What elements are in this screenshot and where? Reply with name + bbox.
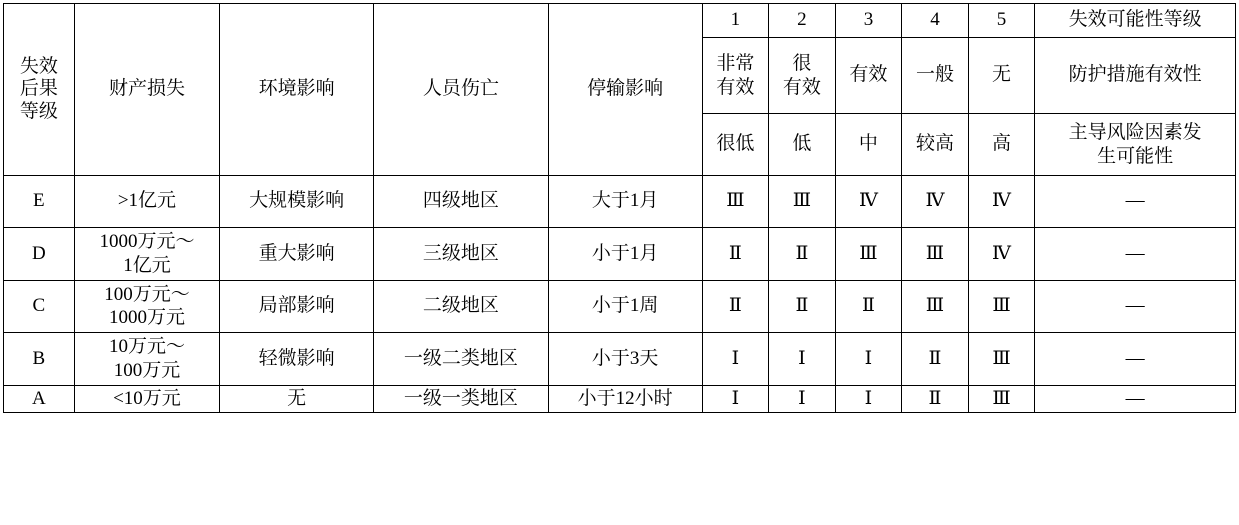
row-e-property-loss-line-1: >1亿元 [117,190,177,212]
row-d-property-loss [74,228,220,281]
header-grade-line-3: 等级 [19,100,58,122]
row-b-value-5: Ⅲ [968,333,1035,386]
row-d-value-5: Ⅳ [968,228,1035,281]
row-e-value-3: Ⅳ [835,176,902,228]
row-b-value-4: Ⅱ [902,333,969,386]
header-number-2: 2 [769,4,836,38]
row-c-shutdown: 小于1周 [548,280,702,333]
header-grade-line-1: 失效 [19,55,58,77]
row-b-value-2: Ⅰ [769,333,836,386]
table-row [4,333,1236,386]
row-b-last: — [1035,333,1236,386]
row-c-value-2: Ⅱ [769,280,836,333]
header-effectiveness-4: 一般 [902,38,969,114]
header-effectiveness-2-line-1: 很 [792,52,812,74]
header-probability-2: 低 [769,114,836,176]
header-failure-consequence-grade [4,4,75,176]
row-grade-b: B [4,333,75,386]
row-a-property-loss-line-1: <10万元 [113,387,181,409]
row-c-value-3: Ⅱ [835,280,902,333]
header-environment-impact: 环境影响 [220,4,374,176]
header-probability-4: 较高 [902,114,969,176]
header-number-3: 3 [835,4,902,38]
table-row [4,385,1236,412]
row-e-casualty: 四级地区 [374,176,549,228]
header-effectiveness-1 [702,38,769,114]
row-d-shutdown: 小于1月 [548,228,702,281]
header-probability-1: 很低 [702,114,769,176]
row-c-property-loss-line-2: 1000万元 [108,307,185,329]
header-dominant-risk-line-1: 主导风险因素发 [1068,121,1202,143]
row-c-value-5: Ⅲ [968,280,1035,333]
header-row-numbers [4,4,1236,38]
row-b-shutdown: 小于3天 [548,333,702,386]
row-b-property-loss [74,333,220,386]
row-grade-d: D [4,228,75,281]
row-d-value-1: Ⅱ [702,228,769,281]
row-a-value-5: Ⅲ [968,385,1035,412]
row-d-last: — [1035,228,1236,281]
row-b-value-1: Ⅰ [702,333,769,386]
header-number-1: 1 [702,4,769,38]
risk-matrix-sheet [0,3,1239,525]
row-d-value-2: Ⅱ [769,228,836,281]
table-body [4,176,1236,413]
row-a-property-loss [74,385,220,412]
row-grade-c: C [4,280,75,333]
row-a-value-1: Ⅰ [702,385,769,412]
row-a-last: — [1035,385,1236,412]
row-d-property-loss-line-2: 1亿元 [123,254,171,276]
row-e-value-2: Ⅲ [769,176,836,228]
row-grade-a: A [4,385,75,412]
row-c-value-4: Ⅲ [902,280,969,333]
row-e-property-loss [74,176,220,228]
header-shutdown-impact: 停输影响 [548,4,702,176]
row-c-environment: 局部影响 [220,280,374,333]
row-e-last: — [1035,176,1236,228]
header-number-5: 5 [968,4,1035,38]
header-effectiveness-1-line-2: 有效 [716,76,755,98]
row-c-last: — [1035,280,1236,333]
row-grade-e: E [4,176,75,228]
header-grade-line-2: 后果 [19,78,58,100]
table-row [4,228,1236,281]
header-probability-3: 中 [835,114,902,176]
row-b-casualty: 一级二类地区 [374,333,549,386]
row-a-value-4: Ⅱ [902,385,969,412]
row-d-casualty: 三级地区 [374,228,549,281]
table-row [4,176,1236,228]
header-dominant-risk-line-2: 生可能性 [1097,145,1174,167]
row-c-property-loss-line-1: 100万元～ [104,283,190,305]
header-probability-5: 高 [968,114,1035,176]
risk-matrix-table [3,3,1236,413]
row-a-value-3: Ⅰ [835,385,902,412]
header-effectiveness-2 [769,38,836,114]
header-protection-effectiveness: 防护措施有效性 [1035,38,1236,114]
row-b-property-loss-line-1: 10万元～ [108,336,185,357]
header-effectiveness-3: 有效 [835,38,902,114]
table-header [4,4,1236,176]
row-b-environment: 轻微影响 [220,333,374,386]
row-e-value-5: Ⅳ [968,176,1035,228]
row-c-value-1: Ⅱ [702,280,769,333]
header-failure-probability-grade: 失效可能性等级 [1035,4,1236,38]
row-a-casualty: 一级一类地区 [374,385,549,412]
header-effectiveness-2-line-2: 有效 [782,76,821,98]
header-casualty: 人员伤亡 [374,4,549,176]
row-d-environment: 重大影响 [220,228,374,281]
header-effectiveness-1-line-1: 非常 [716,52,755,74]
row-c-casualty: 二级地区 [374,280,549,333]
row-c-property-loss [74,280,220,333]
row-d-value-3: Ⅲ [835,228,902,281]
row-e-environment: 大规模影响 [220,176,374,228]
row-a-shutdown: 小于12小时 [548,385,702,412]
row-e-value-4: Ⅳ [902,176,969,228]
row-e-shutdown: 大于1月 [548,176,702,228]
header-property-loss: 财产损失 [74,4,220,176]
row-d-property-loss-line-1: 1000万元～ [99,231,195,252]
header-effectiveness-5: 无 [968,38,1035,114]
row-b-property-loss-line-2: 100万元 [113,359,181,381]
row-d-value-4: Ⅲ [902,228,969,281]
table-row [4,280,1236,333]
header-number-4: 4 [902,4,969,38]
row-e-value-1: Ⅲ [702,176,769,228]
row-a-environment: 无 [220,385,374,412]
row-a-value-2: Ⅰ [769,385,836,412]
row-b-value-3: Ⅰ [835,333,902,386]
header-dominant-risk-probability [1035,114,1236,176]
